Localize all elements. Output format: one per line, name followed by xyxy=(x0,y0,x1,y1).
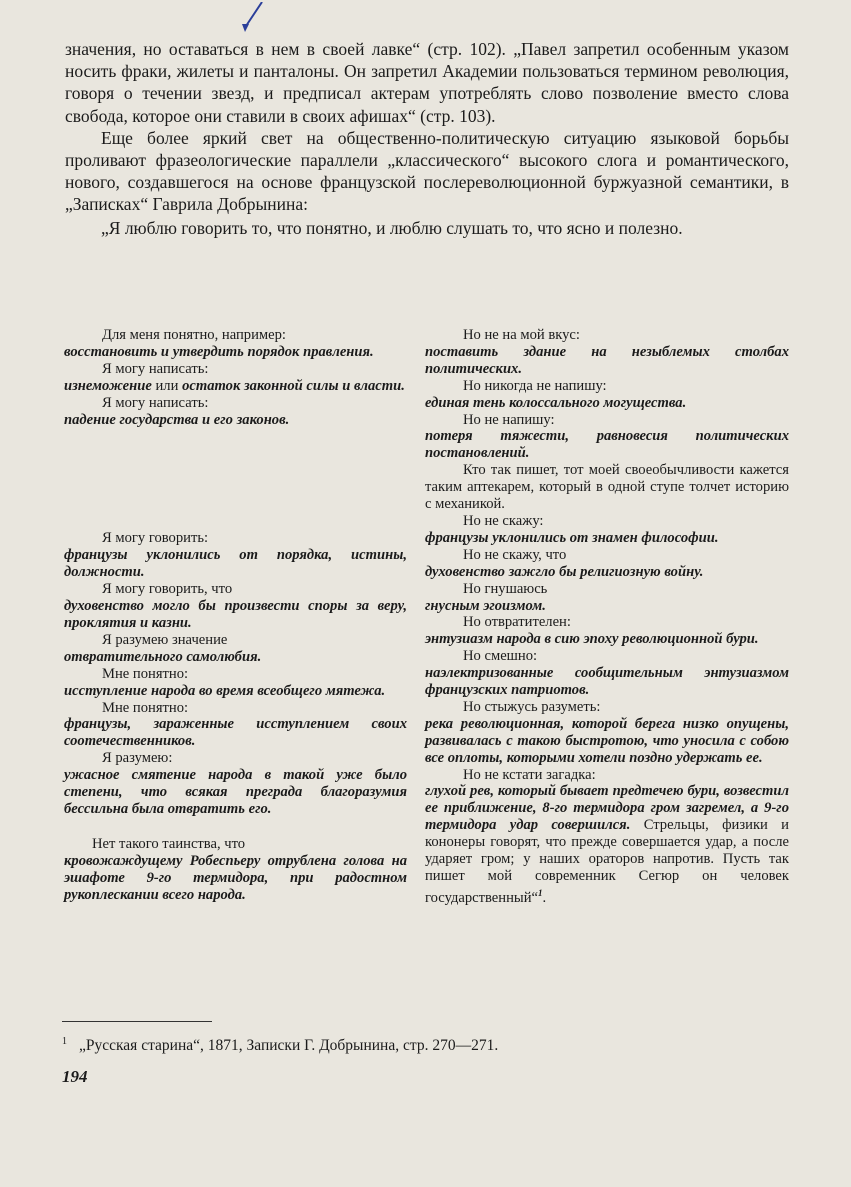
right-example-3: потеря тяжести, равновесия политических постановлений. xyxy=(425,428,789,462)
right-example-5: французы уклонились от знамен философии. xyxy=(425,529,719,546)
left-example-8: французы, зараженные исступлением своих соотечественников. xyxy=(64,716,407,750)
right-example-1: поставить здание на незыблемых столбах политических. xyxy=(425,343,789,377)
left-example-6: отвратительного самолюбия. xyxy=(64,648,262,665)
left-lead-3: Я могу написать: xyxy=(102,394,209,411)
left-example-9: ужасное смятение народа в такой уже было степени, что всякая преграда благоразумия бессильна была отвратить его. xyxy=(64,767,407,817)
right-example-8: энтузиазм народа в сию эпоху революционной бури. xyxy=(425,631,759,648)
left-example-10: кровожаждущему Робеспьеру отрублена голова на эшафоте 9-го термидора, при радостном рукоплескании всего народа. xyxy=(64,852,407,903)
intro-paragraph-2: Еще более яркий свет на общественно-политическую ситуацию языковой борьбы проливают фразеологические параллели „классического“ высокого слога и романтического, нового, создавшегося на основе французской послереволюционной буржуазной семантики, в „Записках“ Гаврила Добрынина: xyxy=(65,127,789,215)
right-lead-7: Но гнушаюсь xyxy=(463,580,548,597)
left-example-7: исступление народа во время всеобщего мятежа. xyxy=(64,682,386,699)
left-example-4: французы уклонились от порядка, истины, должности. xyxy=(64,547,407,581)
right-commentary: Кто так пишет, тот моей своеобычливости кажется таким аптекарем, который в одной ступе толчет историю с механикой. xyxy=(425,462,789,513)
left-example-2a: изнеможение xyxy=(64,377,152,394)
right-example-6: духовенство зажгло бы религиозную войну. xyxy=(425,563,704,580)
right-example-10: река революционная, которой берега низко опущены, развивалась с такою быстротою, что уносила с собою все оплоты, которыми хотели поздно удержать ее. xyxy=(425,715,789,766)
right-example-9: наэлектризованные сообщительным энтузиазмом французских патриотов. xyxy=(425,665,789,699)
left-lead-2: Я могу написать: xyxy=(102,360,209,377)
intro-paragraph-3: „Я люблю говорить то, что понятно, и люблю слушать то, что ясно и полезно. xyxy=(101,217,683,238)
right-example-11-italic: глухой рев, который бывает предтечею бури, возвестил ее приближение, 8-го термидора гром загремел, а 9-го термидора удар совершился. xyxy=(425,783,789,834)
footnote-marker: 1 xyxy=(62,1036,67,1047)
footnote-ref: 1 xyxy=(538,887,543,898)
left-example-2-or: или xyxy=(155,377,179,394)
left-lead-1: Для меня понятно, например: xyxy=(102,327,286,343)
footnote xyxy=(62,1032,762,1056)
left-example-1: восстановить и утвердить порядок правления. xyxy=(64,343,374,360)
right-column xyxy=(425,327,789,907)
left-example-5: духовенство могло бы произвести споры за веру, проклятия и казни. xyxy=(64,598,407,631)
page-number: 194 xyxy=(62,1067,88,1086)
right-example-2: единая тень колоссального могущества. xyxy=(425,394,687,411)
left-lead-8: Мне понятно: xyxy=(102,699,189,716)
footnote-text: „Русская старина“, 1871, Записки Г. Добрынина, стр. 270—271. xyxy=(79,1037,499,1055)
left-lead-5: Я могу говорить, что xyxy=(102,581,233,598)
right-lead-9: Но смешно: xyxy=(463,648,538,665)
right-lead-5: Но не скажу: xyxy=(463,512,544,529)
left-example-3: падение государства и его законов. xyxy=(64,411,290,428)
pencil-mark-icon xyxy=(236,2,266,36)
left-lead-6: Я разумею значение xyxy=(102,631,228,648)
right-lead-1: Но не на мой вкус: xyxy=(463,327,580,343)
intro-text xyxy=(65,38,789,239)
footnote-divider xyxy=(62,1021,212,1022)
right-lead-2: Но никогда не напишу: xyxy=(463,377,607,394)
left-lead-9: Я разумею: xyxy=(102,750,173,767)
right-lead-8: Но отвратителен: xyxy=(463,614,571,631)
right-example-11-tail: Стрельцы, физики и кононеры говорят, что прежде совершается удар, а после ударяет гром; у наших ораторов напротив. Пусть так пишет мой современник Сегюр он человек государственный“ xyxy=(425,817,789,906)
right-lead-10: Но стыжусь разуметь: xyxy=(463,698,601,715)
left-lead-4: Я могу говорить: xyxy=(102,530,209,547)
right-lead-3: Но не напишу: xyxy=(463,411,555,428)
left-example-2b: остаток законной силы и власти. xyxy=(182,377,405,394)
left-column xyxy=(64,327,407,903)
left-gap xyxy=(64,428,407,530)
left-lead-10: Нет такого таинства, что xyxy=(92,835,246,852)
right-example-11: глухой рев, который бывает предтечею бури, возвестил ее приближение, 8-го термидора гром загремел, а 9-го термидора удар совершился. Стрельцы, физики и кононеры говорят, что прежде совершается удар, а после ударяет гром; у наших ораторов напротив. Пусть так пишет мой современник Сегюр он человек государственный“$^1$. xyxy=(425,783,789,906)
right-lead-6: Но не скажу, что xyxy=(463,546,567,563)
intro-paragraph-1: значения, но оставаться в нем в своей лавке“ (стр. 102). „Павел запретил особенным указом носить фраки, жилеты и панталоны. Он запретил Академии пользоваться термином революция, говоря о течении звезд, и предписал актерам употреблять слово позволение вместо слова свобода, которое они ставили в своих афишах“ (стр. 103). xyxy=(65,39,789,126)
left-lead-7: Мне понятно: xyxy=(102,665,189,682)
right-example-7: гнусным эгоизмом. xyxy=(425,597,546,614)
left-example-2 xyxy=(64,378,407,395)
left-gap-2 xyxy=(64,818,407,836)
right-lead-11: Но не кстати загадка: xyxy=(463,766,596,783)
